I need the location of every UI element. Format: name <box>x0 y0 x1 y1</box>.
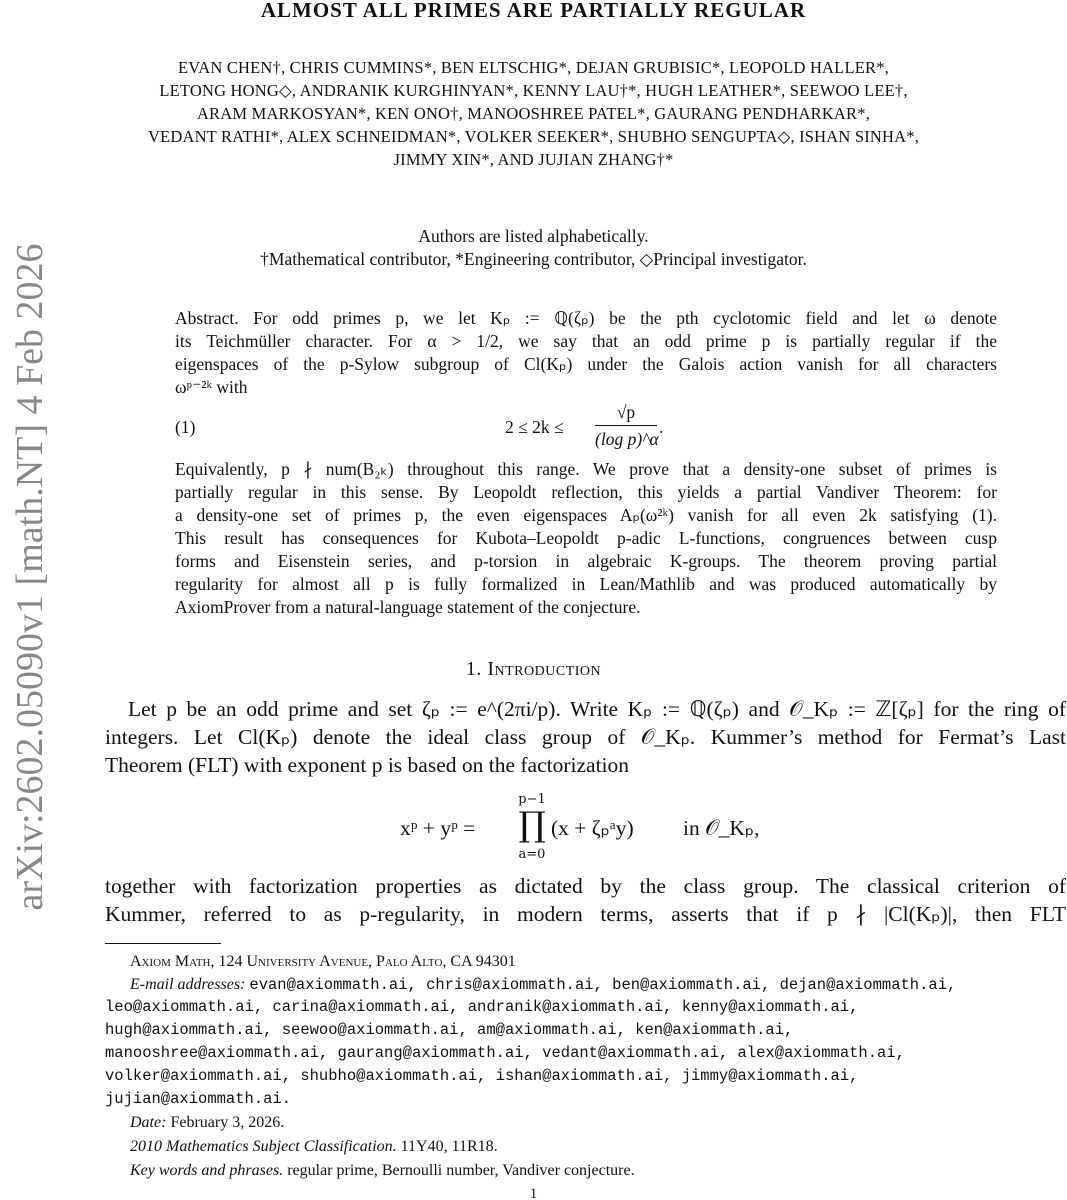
email-line: jujian@axiommath.ai. <box>105 1090 292 1108</box>
author-line: LETONG HONG◇, ANDRANIK KURGHINYAN*, KENNY LAU†*, HUGH LEATHER*, SEEWOO LEE†, <box>159 81 908 100</box>
equation-lhs: 2 ≤ 2k ≤ <box>505 417 564 437</box>
msc-label: 2010 Mathematics Subject Classification. <box>130 1138 397 1155</box>
author-line: EVAN CHEN†, CHRIS CUMMINS*, BEN ELTSCHIG*, DEJAN GRUBISIC*, LEOPOLD HALLER*, <box>178 58 889 77</box>
email-line: leo@axiommath.ai, carina@axiommath.ai, andranik@axiommath.ai, kenny@axiommath.ai, <box>105 998 859 1016</box>
equation-label: (1) <box>175 417 196 437</box>
display-eq-where: in 𝒪_Kₚ, <box>683 816 760 840</box>
msc-value: 11Y40, 11R18. <box>400 1138 498 1155</box>
abstract-line: forms and Eisenstein series, and p-torsion in algebraic K-groups. The theorem proving partial <box>175 551 997 571</box>
abstract-line: Equivalently, p ∤ num(B₂ₖ) throughout this range. We prove that a density-one subset of primes is <box>175 459 997 479</box>
equation-numerator: √p <box>616 402 636 422</box>
intro-line: Let p be an odd prime and set ζₚ := e^(2πi/p). Write Kₚ := ℚ(ζₚ) and 𝒪_Kₚ := ℤ[ζₚ] for the ring of <box>128 697 1066 721</box>
intro-line: Theorem (FLT) with exponent p is based on the factorization <box>105 753 630 777</box>
author-line: ARAM MARKOSYAN*, KEN ONO†, MANOOSHREE PATEL*, GAURANG PENDHARKAR*, <box>196 104 871 123</box>
author-line: VEDANT RATHI*, ALEX SCHNEIDMAN*, VOLKER SEEKER*, SHUBHO SENGUPTA◇, ISHAN SINHA*, <box>147 127 920 146</box>
abstract-line: Abstract. For odd primes p, we let Kₚ := ℚ(ζₚ) be the pth cyclotomic field and let ω denote <box>175 308 997 328</box>
author-line: JIMMY XIN*, AND JUJIAN ZHANG†* <box>393 150 674 169</box>
keywords-value: regular prime, Bernoulli number, Vandiver conjecture. <box>287 1162 635 1179</box>
abstract-line: ωᵖ⁻²ᵏ with <box>175 377 248 397</box>
footnote-rule <box>105 943 221 944</box>
abstract-line: a density-one set of primes p, the even eigenspaces Aₚ(ω²ᵏ) vanish for all even 2k satisfying (1). <box>175 505 997 525</box>
abstract-line: This result has consequences for Kubota–Leopoldt p-adic L-functions, congruences between cusp <box>175 528 997 548</box>
email-line: evan@axiommath.ai, chris@axiommath.ai, ben@axiommath.ai, dejan@axiommath.ai, <box>249 976 957 994</box>
contribution-legend: †Mathematical contributor, *Engineering contributor, ◇Principal investigator. <box>260 249 807 269</box>
abstract-line: AxiomProver from a natural-language statement of the conjecture. <box>175 597 641 617</box>
author-order-note: Authors are listed alphabetically. <box>418 226 649 246</box>
intro-line: together with factorization properties as dictated by the class group. The classical criterion of <box>105 874 1066 898</box>
page-number: 1 <box>529 1186 538 1200</box>
abstract-line: regularity for almost all p is fully formalized in Lean/Mathlib and was produced automatically by <box>175 574 997 594</box>
equation-period: . <box>659 417 664 437</box>
intro-line: Kummer, referred to as p-regularity, in modern terms, asserts that if p ∤ |Cl(Kₚ)|, then FLT <box>105 902 1066 926</box>
product-upper-limit: p−1 <box>518 792 546 807</box>
section-heading: 1. Introduction <box>465 658 602 680</box>
fraction-bar <box>595 425 657 426</box>
date-label: Date: <box>130 1114 167 1131</box>
equation-denominator: (log p)^α <box>595 429 659 449</box>
email-line: volker@axiommath.ai, shubho@axiommath.ai, ishan@axiommath.ai, jimmy@axiommath.ai, <box>105 1067 859 1085</box>
date-value: February 3, 2026. <box>170 1114 285 1131</box>
product-lower-limit: a=0 <box>518 847 546 862</box>
email-line: hugh@axiommath.ai, seewoo@axiommath.ai, am@axiommath.ai, ken@axiommath.ai, <box>105 1021 794 1039</box>
product-symbol: ∏ <box>518 805 546 845</box>
email-label: E-mail addresses: <box>130 976 246 993</box>
intro-line: integers. Let Cl(Kₚ) denote the ideal class group of 𝒪_Kₚ. Kummer’s method for Fermat’s Last <box>105 725 1066 749</box>
affiliation: Axiom Math, 124 University Avenue, Palo Alto, CA 94301 <box>130 953 516 970</box>
paper-title: ALMOST ALL PRIMES ARE PARTIALLY REGULAR <box>260 0 807 22</box>
abstract-line: its Teichmüller character. For α > 1/2, we say that an odd prime p is partially regular if the <box>175 331 997 351</box>
display-eq-lhs: xᵖ + yᵖ = <box>400 816 476 840</box>
keywords-label: Key words and phrases. <box>130 1162 284 1179</box>
display-eq-rhs: (x + ζₚᵃy) <box>551 816 634 840</box>
abstract-line: partially regular in this sense. By Leopoldt reflection, this yields a partial Vandiver Theorem: for <box>175 482 997 502</box>
abstract-line: eigenspaces of the p-Sylow subgroup of Cl(Kₚ) under the Galois action vanish for all characters <box>175 354 997 374</box>
arxiv-stamp: arXiv:2602.05090v1 [math.NT] 4 Feb 2026 <box>9 243 51 911</box>
email-line: manooshree@axiommath.ai, gaurang@axiommath.ai, vedant@axiommath.ai, alex@axiommath.ai, <box>105 1044 905 1062</box>
